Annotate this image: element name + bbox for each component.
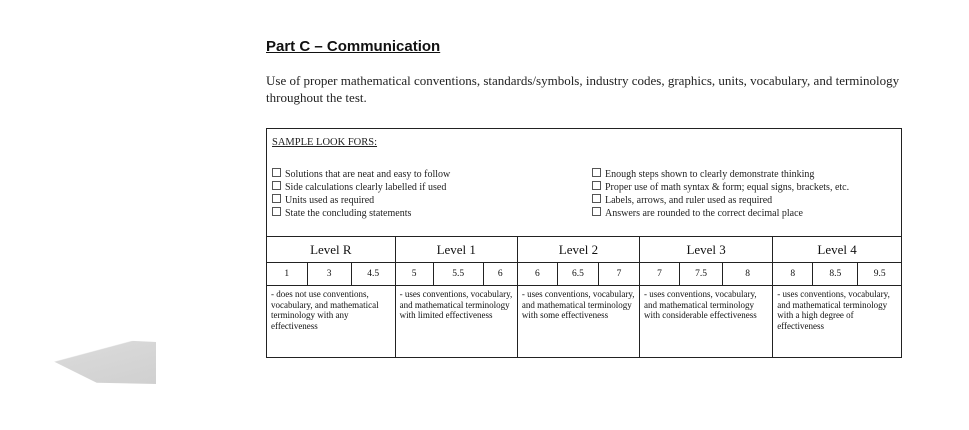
score-cell: 7.5 [680,263,723,286]
level-description: - uses conventions, vocabulary, and mathematical terminology with considerable effectiveness [640,286,773,358]
look-for-item: Side calculations clearly labelled if used [272,181,450,194]
level-header: Level R [267,237,395,263]
checkbox-icon [272,168,281,177]
score-cell: 7 [598,263,639,286]
look-fors-right-column [592,168,849,220]
look-for-item: Proper use of math syntax & form; equal signs, brackets, etc. [592,181,849,194]
score-cell: 8 [723,263,773,286]
rubric-table [266,128,902,358]
checkbox-icon [592,168,601,177]
level-header: Level 3 [640,237,773,263]
score-row [267,263,901,286]
level-header: Level 4 [773,237,901,263]
score-cell: 6 [517,263,557,286]
description-row [267,286,901,358]
score-cell: 7 [640,263,680,286]
look-for-item: State the concluding statements [272,207,450,220]
look-for-item: Units used as required [272,194,450,207]
look-for-item: Solutions that are neat and easy to follow [272,168,450,181]
level-description: - uses conventions, vocabulary, and mathematical terminology with some effectiveness [517,286,639,358]
checkbox-icon [272,194,281,203]
checkbox-icon [272,181,281,190]
levels-table [267,237,901,357]
score-cell: 4.5 [351,263,395,286]
checkbox-icon [592,194,601,203]
level-description: - does not use conventions, vocabulary, and mathematical terminology with any effectiveness [267,286,395,358]
sample-look-fors-box [267,129,901,237]
intro-paragraph: Use of proper mathematical conventions, standards/symbols, industry codes, graphics, units, vocabulary, and terminology throughout the test. [266,73,900,105]
section-heading: Part C – Communication [266,38,441,55]
level-header: Level 2 [517,237,639,263]
checkbox-icon [272,207,281,216]
score-cell: 8 [773,263,813,286]
level-header-row [267,237,901,263]
score-cell: 5 [395,263,433,286]
look-for-item: Answers are rounded to the correct decimal place [592,207,849,220]
level-description: - uses conventions, vocabulary, and mathematical terminology with limited effectiveness [395,286,517,358]
level-header: Level 1 [395,237,517,263]
level-description: - uses conventions, vocabulary, and mathematical terminology with a high degree of effectiveness [773,286,901,358]
score-cell: 8.5 [813,263,858,286]
score-cell: 1 [267,263,307,286]
score-cell: 5.5 [433,263,483,286]
decorative-page-curl [0,330,156,390]
look-for-item: Enough steps shown to clearly demonstrate thinking [592,168,849,181]
score-cell: 6.5 [557,263,598,286]
score-cell: 6 [483,263,517,286]
look-for-item: Labels, arrows, and ruler used as required [592,194,849,207]
checkbox-icon [592,181,601,190]
score-cell: 9.5 [858,263,901,286]
checkbox-icon [592,207,601,216]
look-fors-left-column [272,168,450,220]
score-cell: 3 [307,263,351,286]
look-fors-title: SAMPLE LOOK FORS: [272,137,378,148]
